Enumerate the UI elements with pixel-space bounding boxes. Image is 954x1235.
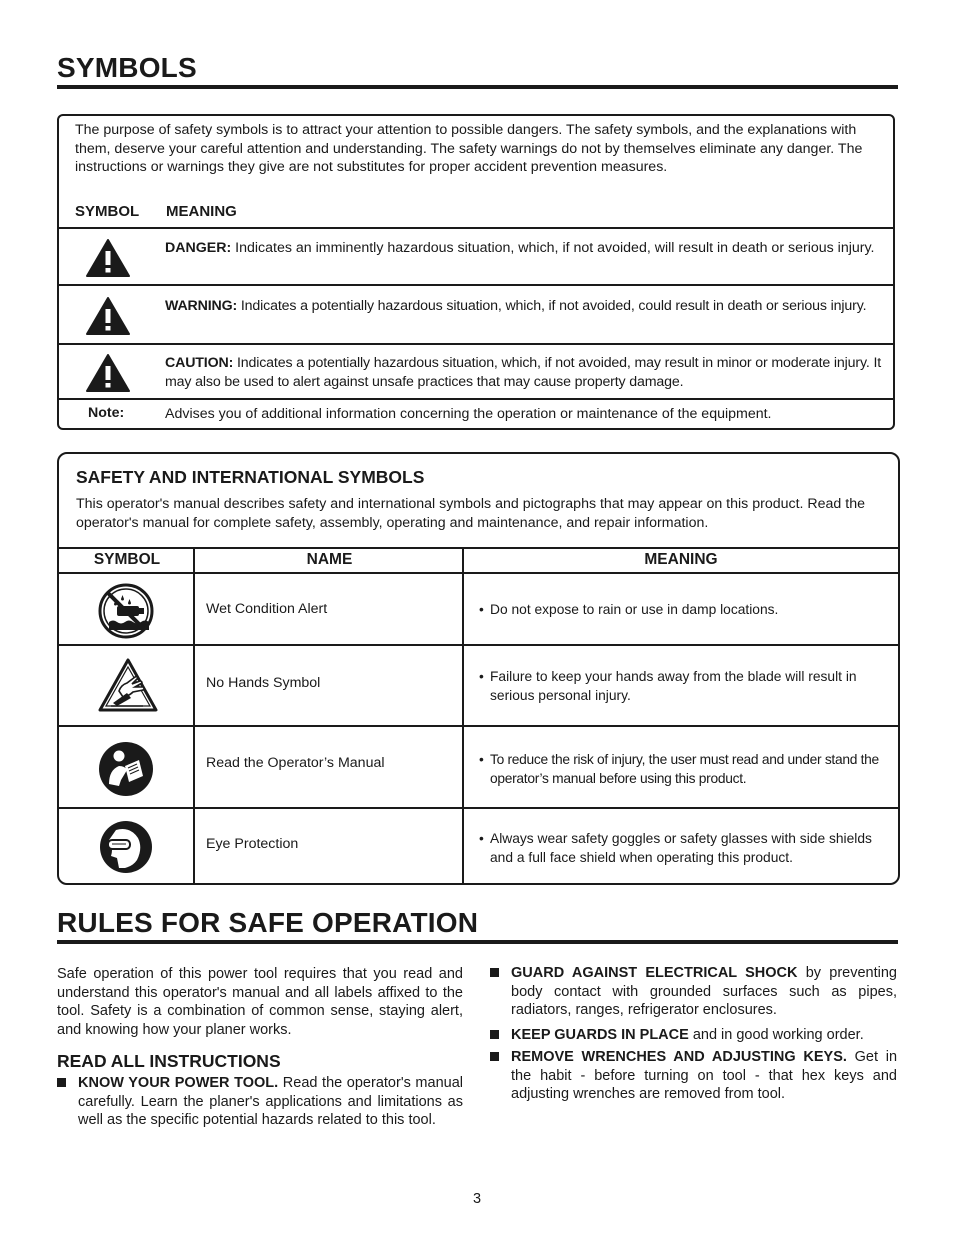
safety-col-name: NAME xyxy=(306,551,353,568)
safety-row-name: Wet Condition Alert xyxy=(206,601,328,617)
rules-intro: Safe operation of this power tool requires that you read and understand this operator's manual and all labels affixed to the tool. Safety is a combination of common sense, staying alert, and knowing how your planer works. xyxy=(57,966,463,1038)
safety-row-meaning: • Do not expose to rain or use in damp locations. xyxy=(479,601,889,620)
rule-item xyxy=(490,1026,897,1045)
divider xyxy=(59,644,898,646)
title-rule xyxy=(57,940,898,944)
caution-text xyxy=(165,354,893,391)
safety-symbols-box xyxy=(57,452,900,885)
symbols-title: SYMBOLS xyxy=(57,52,197,83)
bullet-square-icon xyxy=(57,1078,66,1087)
symbols-col-symbol: SYMBOL xyxy=(75,203,140,220)
divider xyxy=(59,227,893,229)
safety-row-meaning-text: Always wear safety goggles or safety glasses with side shields and a full face shield when operating this product. xyxy=(490,831,872,865)
divider xyxy=(59,284,893,286)
safety-col-symbol: SYMBOL xyxy=(93,551,161,568)
title-rule xyxy=(57,85,898,89)
safety-row-meaning-text: Do not expose to rain or use in damp locations. xyxy=(490,602,779,617)
divider xyxy=(59,343,893,345)
note-label: Note: xyxy=(88,405,125,421)
safety-intro: This operator's manual describes safety and international symbols and pictographs that may appear on this product. Read the operator's manual for complete safety, assembly, operating and maintenance, and repair information. xyxy=(76,496,865,531)
safety-row-meaning-text: To reduce the risk of injury, the user must read and under stand the operator’s manual before using this product. xyxy=(490,752,879,786)
page-number: 3 xyxy=(472,1191,482,1207)
column-divider xyxy=(462,547,464,885)
rule-item-text: by preventing body contact with grounded surfaces such as pipes, radiators, ranges, refrigerator enclosures. xyxy=(511,965,897,1018)
bullet-square-icon xyxy=(490,1030,499,1039)
rule-item xyxy=(57,1074,463,1130)
warning-label: WARNING: xyxy=(165,298,238,314)
safety-row-name: No Hands Symbol xyxy=(206,675,321,691)
bullet-square-icon xyxy=(490,1052,499,1061)
bullet-square-icon xyxy=(490,968,499,977)
danger-text xyxy=(165,239,893,258)
rule-item-bold: GUARD AGAINST ELECTRICAL SHOCK xyxy=(511,965,798,981)
column-divider xyxy=(193,547,195,885)
safety-row-name: Eye Protection xyxy=(206,836,299,852)
rule-item-bold: KEEP GUARDS IN PLACE xyxy=(511,1027,689,1043)
safety-row-meaning: • Always wear safety goggles or safety glasses with side shields and a full face shield when operating this product. xyxy=(479,830,893,867)
safety-col-meaning: MEANING xyxy=(644,551,718,568)
warning-description: Indicates a potentially hazardous situation, which, if not avoided, could result in death or serious injury. xyxy=(240,298,867,314)
caution-label: CAUTION: xyxy=(165,355,234,371)
note-text: Advises you of additional information concerning the operation or maintenance of the equipment. xyxy=(165,406,772,422)
divider xyxy=(59,725,898,727)
divider xyxy=(59,547,898,549)
danger-label: DANGER: xyxy=(165,240,232,256)
read-manual-icon xyxy=(97,740,155,798)
rule-item-text: Get in the habit - before turning on tool - that hex keys and adjusting wrenches are removed from tool. xyxy=(511,1049,898,1102)
divider xyxy=(59,807,898,809)
symbols-box xyxy=(57,114,895,430)
wet-condition-icon xyxy=(97,582,155,640)
warning-triangle-icon xyxy=(85,238,131,278)
safety-title: SAFETY AND INTERNATIONAL SYMBOLS xyxy=(76,467,425,487)
eye-protection-icon xyxy=(97,818,155,876)
safety-row-meaning: • To reduce the risk of injury, the user must read and under stand the operator’s manual before using this product. xyxy=(479,751,893,788)
no-hands-icon xyxy=(97,657,159,713)
rules-title: RULES FOR SAFE OPERATION xyxy=(57,907,479,938)
divider xyxy=(59,398,893,400)
caution-description: Indicates a potentially hazardous situation, which, if not avoided, may result in minor or moderate injury. It may also be used to alert against unsafe practices that may cause property damage. xyxy=(165,355,882,390)
symbols-intro: The purpose of safety symbols is to attract your attention to possible dangers. The safety symbols, and the explanations with them, deserve your careful attention and understanding. The safety warnings do not by themselves eliminate any danger. The instructions or warnings they give are not substitutes for proper accident prevention measures. xyxy=(75,122,863,175)
safety-row-name: Read the Operator’s Manual xyxy=(206,755,385,771)
rule-item-text: and in good working order. xyxy=(692,1027,864,1043)
rule-item xyxy=(490,964,897,1020)
divider xyxy=(59,572,898,574)
rule-item-bold: REMOVE WRENCHES AND ADJUSTING KEYS. xyxy=(511,1049,847,1065)
safety-row-meaning-text: Failure to keep your hands away from the blade will result in serious personal injury. xyxy=(490,669,857,703)
danger-description: Indicates an imminently hazardous situation, which, if not avoided, will result in death or serious injury. xyxy=(235,240,875,256)
symbols-col-meaning: MEANING xyxy=(166,203,237,220)
warning-text xyxy=(165,297,893,316)
read-all-heading: READ ALL INSTRUCTIONS xyxy=(57,1051,281,1071)
safety-row-meaning: • Failure to keep your hands away from the blade will result in serious personal injury. xyxy=(479,668,889,705)
warning-triangle-icon xyxy=(85,296,131,336)
rule-item-text: Read the operator's manual carefully. Learn the planer's applications and limitations as well as the specific potential hazards related to this tool. xyxy=(78,1075,463,1128)
rule-item xyxy=(490,1048,897,1104)
rule-item-bold: KNOW YOUR POWER TOOL. xyxy=(78,1075,279,1091)
warning-triangle-icon xyxy=(85,353,131,393)
